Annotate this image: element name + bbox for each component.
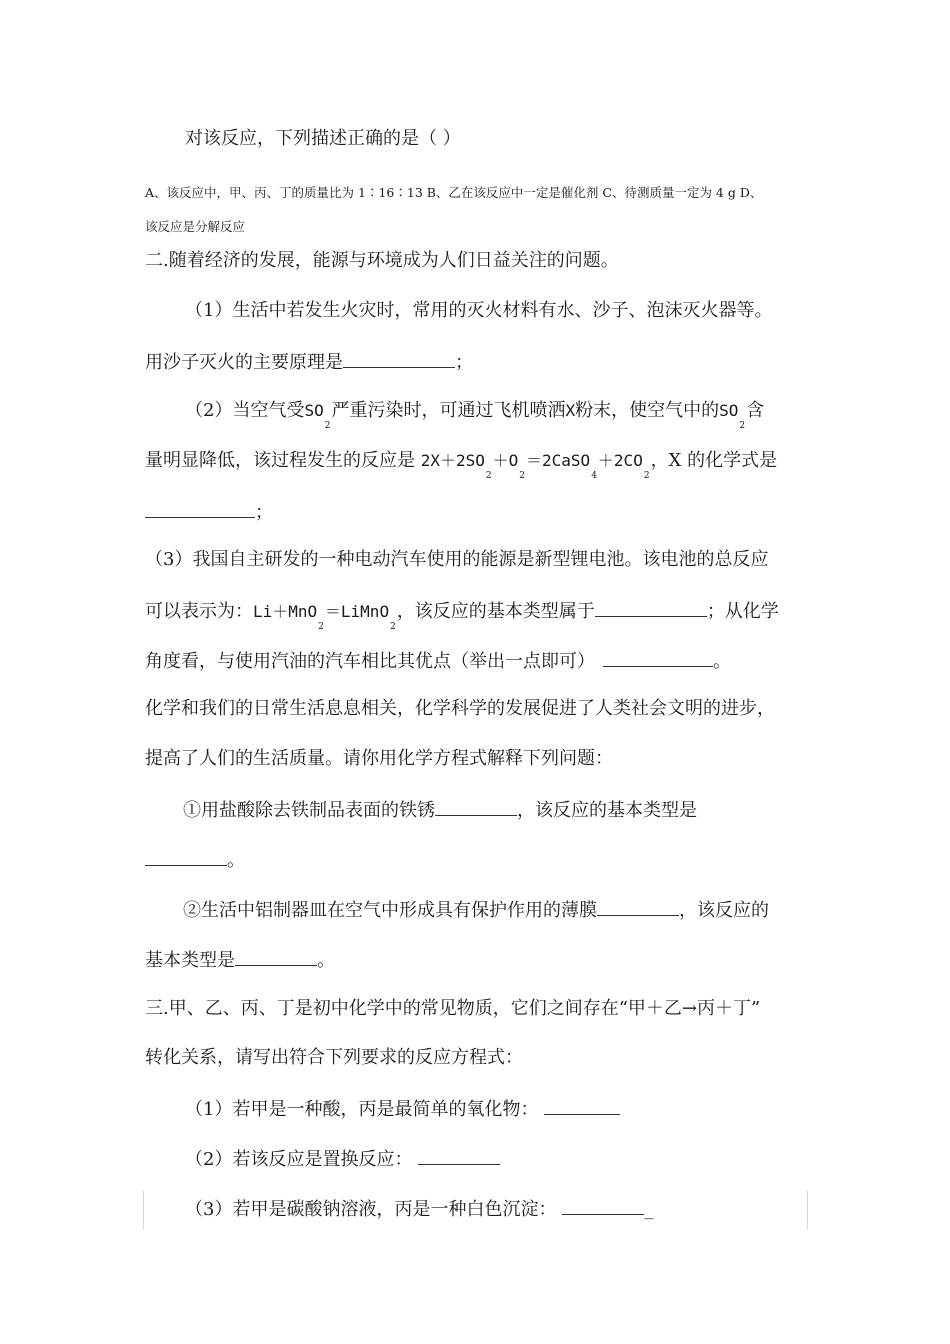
equation-part: Li＋MnO: [253, 602, 318, 621]
q2-part2-text-d: 含: [746, 400, 765, 421]
punct: ；: [455, 352, 473, 373]
q2-circle1-equation-blank[interactable]: [435, 797, 517, 816]
subscript: 2: [643, 471, 650, 481]
q3-sub2-answer-blank[interactable]: [418, 1146, 500, 1165]
q2-part3-line2: [145, 598, 779, 632]
q2-circle1-text-a: ①用盐酸除去铁制品表面的铁锈: [183, 800, 435, 821]
subscript: 2: [519, 471, 526, 481]
q2-part2-answer-blank[interactable]: [145, 499, 255, 518]
equation-part: ＋2CO: [597, 451, 643, 470]
q2-circle2-equation-blank[interactable]: [597, 897, 679, 916]
q2-part2-line2: [145, 449, 778, 481]
q2-circle1-line2: [145, 847, 245, 873]
page-edge-right: [807, 1190, 808, 1230]
subscript: 4: [591, 471, 597, 481]
q3-sub2: [185, 1146, 500, 1172]
punct: 。: [317, 950, 335, 971]
q2-intro-line1: 化学和我们的日常生活息息相关，化学科学的发展促进了人类社会文明的进步，: [145, 698, 775, 719]
subscript: 2: [485, 471, 492, 481]
q1-options-line1: A、该反应中，甲、丙、丁的质量比为 1∶16∶13 B、乙在该反应中一定是催化剂 C、待测质量一定为 4 g D、: [145, 185, 763, 200]
q3-sub1-answer-blank[interactable]: [544, 1096, 620, 1115]
q2-part1-line1: （1）生活中若发生火灾时，常用的灭火材料有水、沙子、泡沫灭火器等。: [185, 300, 773, 321]
q2-part1-answer-blank[interactable]: [343, 349, 455, 368]
formula-x: X: [565, 401, 576, 420]
q2-part3-text-a: 可以表示为：: [145, 601, 253, 622]
q2-circle1-type-blank[interactable]: [145, 847, 227, 866]
q2-part3-text-d: 角度看，与使用汽油的汽车相比其优点（举出一点即可）: [145, 651, 595, 672]
q3-title-line2: 转化关系，请写出符合下列要求的反应方程式：: [145, 1047, 523, 1068]
q2-part3-line3: [145, 648, 731, 674]
formula-so: SO: [719, 401, 739, 420]
equation-part: ＝LiMnO: [324, 602, 390, 621]
q2-circle2-text-c: 基本类型是: [145, 950, 235, 971]
punct: 。: [713, 651, 731, 672]
q2-title: 二.随着经济的发展，能源与环境成为人们日益关注的问题。: [145, 250, 619, 271]
q3-title-line1: 三.甲、乙、丙、丁是初中化学中的常见物质，它们之间存在“甲＋乙→丙＋丁”: [145, 998, 761, 1019]
subscript: 2: [324, 421, 331, 431]
subscript: 2: [390, 622, 396, 632]
q2-part2-text-a: （2）当空气受: [185, 400, 305, 421]
q2-part2-text-b: 严重污染时，可通过飞机喷洒: [331, 400, 566, 421]
punct: 。: [227, 850, 245, 871]
q3-sub3-answer-blank[interactable]: [562, 1196, 644, 1215]
q2-part1-line2: [145, 349, 473, 375]
q1-options-line2: 该反应是分解反应: [145, 219, 246, 234]
page-edge-left: [143, 1190, 144, 1230]
q3-sub3: [185, 1196, 653, 1222]
q2-part3-advantage-blank[interactable]: [603, 648, 713, 667]
q2-part2-line3: [145, 499, 273, 525]
q3-sub3-text: （3）若甲是碳酸钠溶液，丙是一种白色沉淀：: [185, 1199, 557, 1220]
q2-part1-text: 用沙子灭火的主要原理是: [145, 352, 343, 373]
subscript: 2: [739, 421, 746, 431]
q2-part3-text-b: ，该反应的基本类型属于: [396, 601, 595, 622]
q3-sub2-text: （2）若该反应是置换反应：: [185, 1149, 413, 1170]
q2-part3-line1: （3）我国自主研发的一种电动汽车使用的能源是新型锂电池。该电池的总反应: [145, 549, 769, 570]
q2-part2-text-f: ，X 的化学式是: [650, 450, 778, 471]
q1-stem: 对该反应，下列描述正确的是（ ）: [185, 128, 461, 149]
equation-part: ＝2CaSO: [526, 451, 591, 470]
q2-circle2-line2: [145, 947, 335, 973]
q2-circle1-line1: [183, 797, 697, 823]
q2-circle2-text-a: ②生活中铝制器皿在空气中形成具有保护作用的薄膜: [183, 900, 597, 921]
equation-part: ＋O: [492, 451, 519, 470]
q2-part2-line1: [185, 399, 765, 431]
punct: ；: [255, 502, 273, 523]
q2-circle2-type-blank[interactable]: [235, 947, 317, 966]
q3-sub1-text: （1）若甲是一种酸，丙是最简单的氧化物：: [185, 1099, 539, 1120]
q2-circle2-line1: [183, 897, 769, 923]
q3-sub3-tail: _: [644, 1199, 654, 1220]
q3-sub1: [185, 1096, 620, 1122]
q2-intro-line2: 提高了人们的生活质量。请你用化学方程式解释下列问题：: [145, 748, 613, 769]
q2-part3-type-blank[interactable]: [595, 598, 707, 617]
q2-circle1-text-b: ，该反应的基本类型是: [517, 800, 697, 821]
q2-circle2-text-b: ，该反应的: [679, 900, 769, 921]
subscript: 2: [318, 622, 324, 632]
formula-so: SO: [304, 401, 324, 420]
q2-part2-text-e: 量明显降低，该过程发生的反应是: [145, 450, 415, 471]
equation-part: 2X＋2SO: [420, 451, 485, 470]
q2-part2-text-c: 粉末，使空气中的: [575, 400, 720, 421]
q2-part3-text-c: ；从化学: [706, 601, 779, 622]
